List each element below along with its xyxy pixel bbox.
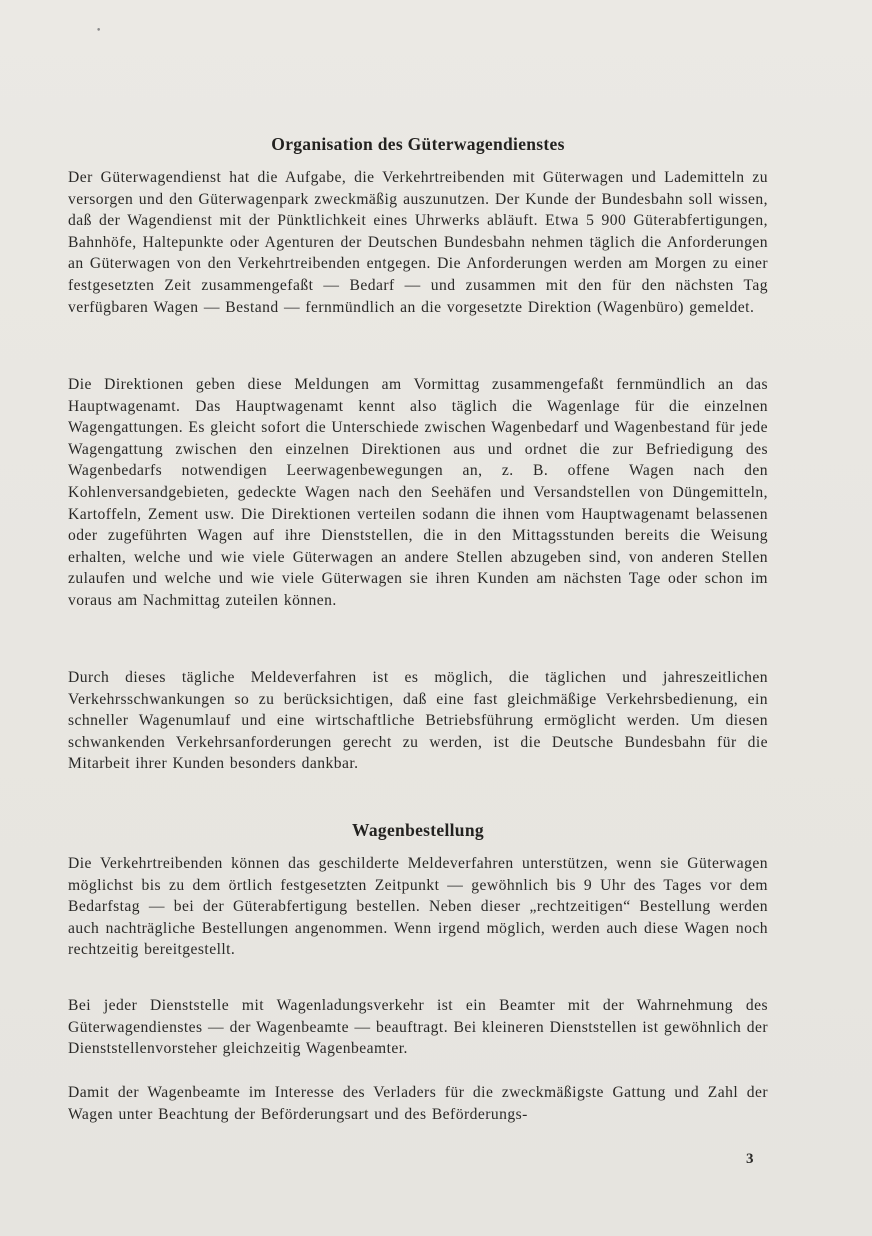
paragraph: Die Verkehrtreibenden können das geschilderte Meldeverfahren unterstützen, wenn sie Güterwagen möglichst bis zu dem örtlich festgesetzten Zeitpunkt — gewöhnlich bis 9 Uhr des Tages vor dem Bedarfstag — bei der Güterabfertigung bestellen. Neben dieser „rechtzeitigen“ Bestellung werden auch nachträgliche Bestellungen angenommen. Wenn irgend möglich, werden auch diese Wagen noch rechtzeitig bereitgestellt. [68,855,768,959]
paragraph: Der Güterwagendienst hat die Aufgabe, die Verkehrtreibenden mit Güterwagen und Lademitteln zu versorgen und den Güterwagenpark zweckmäßig auszunutzen. Der Kunde der Bundesbahn soll wissen, daß der Wagendienst mit der Pünktlichkeit eines Uhrwerks abläuft. Etwa 5 900 Güterabfertigungen, Bahnhöfe, Haltepunkte oder Agenturen der Deutschen Bundesbahn nehmen täglich die Anforderungen an Güterwagen von den Verkehrtreibenden entgegen. Die Anforderungen werden am Morgen zu einer festgesetzten Zeit zusammengefaßt — Bedarf — und zusammen mit den für den nächsten Tag verfügbaren Wagen — Bestand — fernmündlich an die vorgesetzte Direktion (Wagenbüro) gemeldet. [68,169,768,316]
paragraph: Die Direktionen geben diese Meldungen am Vormittag zusammengefaßt fernmündlich an das Hauptwagenamt. Das Hauptwagenamt kennt also täglich die Wagenlage für die einzelnen Wagengattungen. Es gleicht sofort die Unterschiede zwischen Wagenbedarf und Wagenbestand für jede Wagengattung zwischen den einzelnen Direktionen aus und ordnet die zur Befriedigung des Wagenbedarfs notwendigen Leerwagenbewegungen an, z. B. offene Wagen nach den Kohlenversandgebieten, gedeckte Wagen nach den Seehäfen und Versandstellen von Düngemitteln, Kartoffeln, Zement usw. Die Direktionen verteilen sodann die ihnen vom Hauptwagenamt belassenen oder zugeführten Wagen auf ihre Dienststellen, die in den Mittagsstunden bereits die Weisung erhalten, welche und wie viele Güterwagen an andere Stellen abzugeben sind, von anderen Stellen zulaufen und welche und wie viele Güterwagen sie ihren Kunden am nächsten Tage oder schon im voraus am Nachmittag zuteilen können. [68,376,768,609]
paragraph: Durch dieses tägliche Meldeverfahren ist es möglich, die täglichen und jahreszeitlichen Verkehrsschwankungen so zu berücksichtigen, daß eine fast gleichmäßige Verkehrsbedienung, ein schneller Wagenumlauf und eine wirtschaftliche Betriebsführung ermöglicht werden. Um diesen schwankenden Verkehrsanforderungen gerecht zu werden, ist die Deutsche Bundesbahn für die Mitarbeit ihrer Kunden besonders dankbar. [68,669,768,773]
section-heading-wagenbestellung: Wagenbestellung [352,820,484,840]
page-number: 3 [746,1151,754,1167]
paragraph: Damit der Wagenbeamte im Interesse des Verladers für die zweckmäßigste Gattung und Zahl der Wagen unter Beachtung der Beförderungsart und des Beförderungs- [68,1084,768,1123]
paragraph: Bei jeder Dienststelle mit Wagenladungsverkehr ist ein Beamter mit der Wahrnehmung des Güterwagendienstes — der Wagenbeamte — beauftragt. Bei kleineren Dienststellen ist gewöhnlich der Dienststellenvorsteher gleichzeitig Wagenbeamter. [68,997,768,1058]
paper-speck: • [96,26,102,36]
section-heading-organisation: Organisation des Güterwagendienstes [271,134,565,154]
